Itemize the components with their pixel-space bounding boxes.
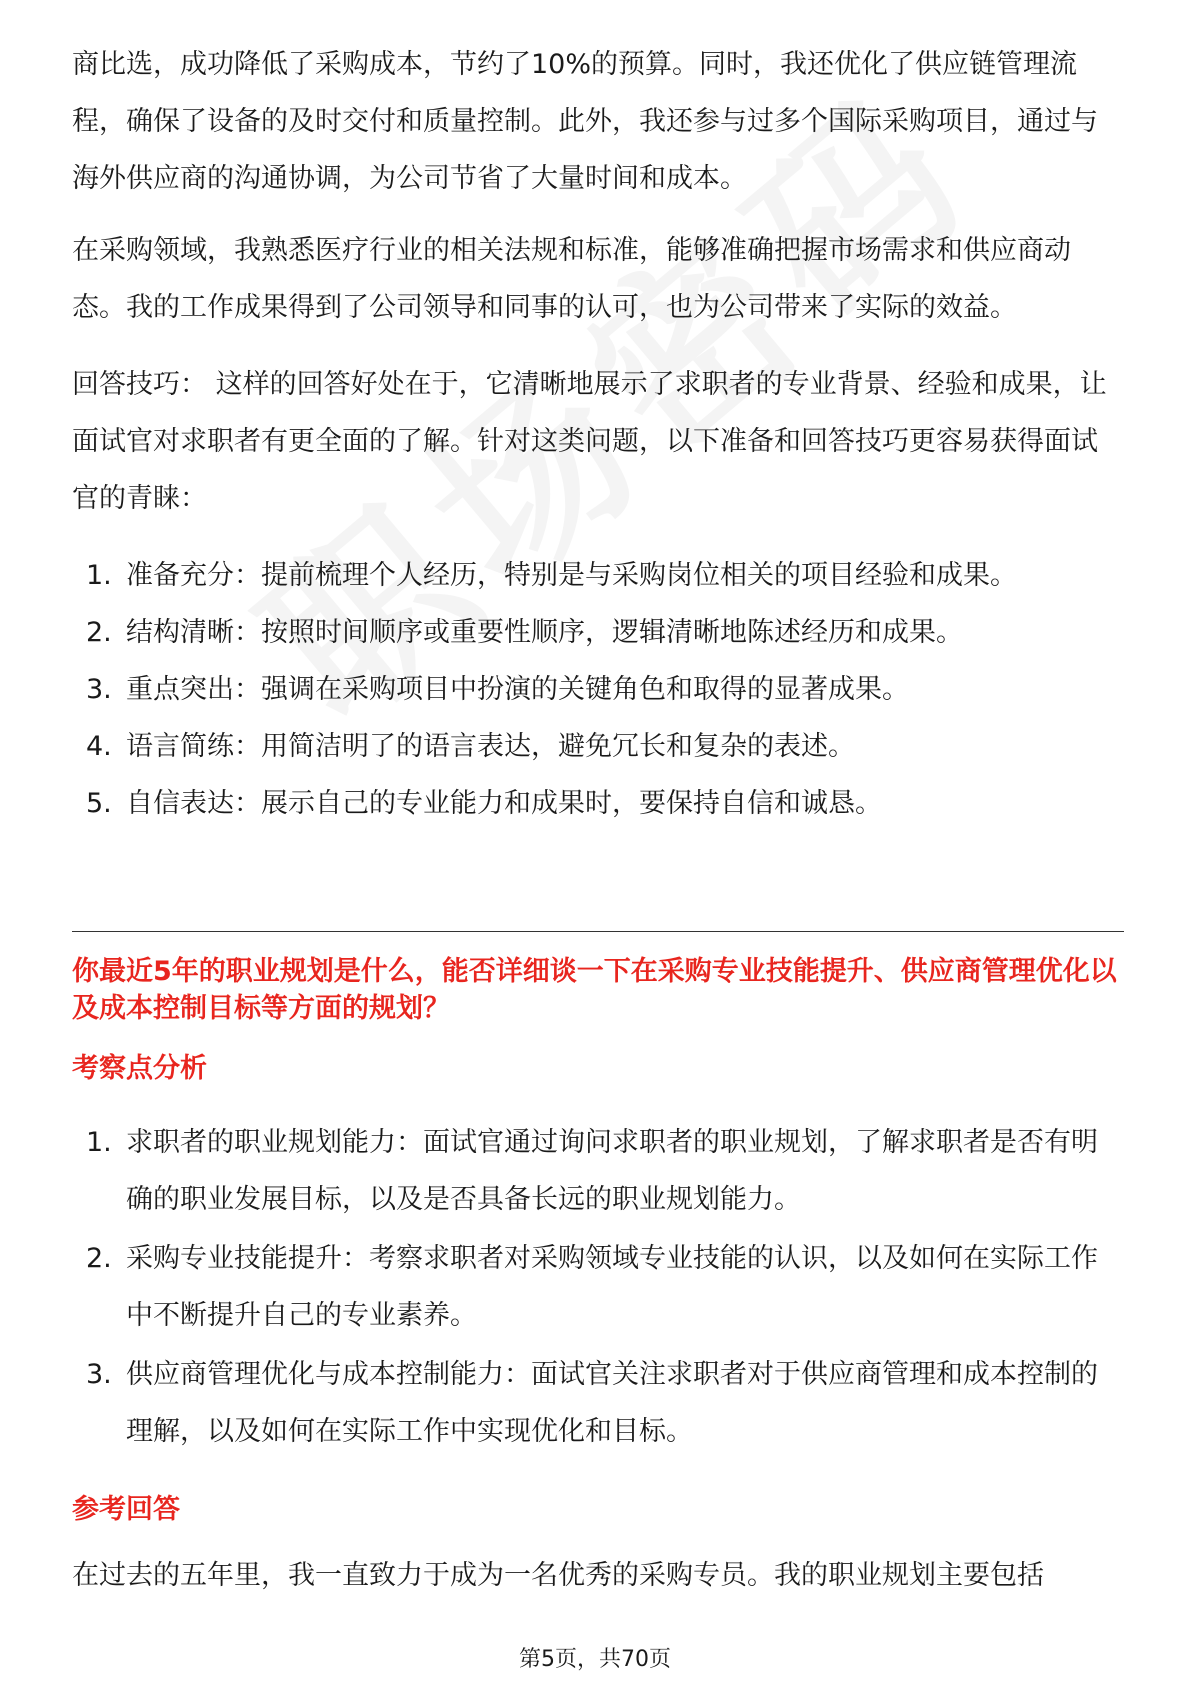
paragraph-answer-tips: 回答技巧： 这样的回答好处在于，它清晰地展示了求职者的专业背景、经验和成果，让面试官对求职者有更全面的了解。针对这类问题，以下准备和回答技巧更容易获得面试官的青睐： <box>72 369 1107 514</box>
list-item: 2. 结构清晰：按照时间顺序或重要性顺序，逻辑清晰地陈述经历和成果。 <box>86 617 963 648</box>
page-number: 第5页，共70页 <box>519 1647 671 1672</box>
section-divider <box>72 931 1124 932</box>
reference-answer-text: 在过去的五年里，我一直致力于成为一名优秀的采购专员。我的职业规划主要包括 <box>72 1560 1044 1591</box>
analysis-heading: 考察点分析 <box>72 1053 207 1084</box>
interview-question: 你最近5年的职业规划是什么，能否详细谈一下在采购专业技能提升、供应商管理优化以及成本控制目标等方面的规划？ <box>72 956 1117 1024</box>
list-item: 3. 重点突出：强调在采购项目中扮演的关键角色和取得的显著成果。 <box>86 674 909 705</box>
list-item: 4. 语言简练：用简洁明了的语言表达，避免冗长和复杂的表述。 <box>86 731 855 762</box>
paragraph-field-knowledge: 在采购领域，我熟悉医疗行业的相关法规和标准，能够准确把握市场需求和供应商动态。我的工作成果得到了公司领导和同事的认可，也为公司带来了实际的效益。 <box>72 235 1071 323</box>
paragraph-experience: 商比选，成功降低了采购成本，节约了10%的预算。同时，我还优化了供应链管理流程，确保了设备的及时交付和质量控制。此外，我还参与过多个国际采购项目，通过与海外供应商的沟通协调，为公司节省了大量时间和成本。 <box>72 49 1098 194</box>
list-item: 3. 供应商管理优化与成本控制能力：面试官关注求职者对于供应商管理和成本控制的理解，以及如何在实际工作中实现优化和目标。 <box>86 1359 1098 1447</box>
reference-answer-heading: 参考回答 <box>72 1494 180 1525</box>
list-item: 1. 准备充分：提前梳理个人经历，特别是与采购岗位相关的项目经验和成果。 <box>86 560 1017 591</box>
list-item: 2. 采购专业技能提升：考察求职者对采购领域专业技能的认识，以及如何在实际工作中不断提升自己的专业素养。 <box>86 1243 1098 1331</box>
list-item: 1. 求职者的职业规划能力：面试官通过询问求职者的职业规划，了解求职者是否有明确的职业发展目标，以及是否具备长远的职业规划能力。 <box>86 1127 1098 1215</box>
analysis-list <box>72 1114 1122 1462</box>
tips-list <box>72 547 1122 832</box>
list-item: 5. 自信表达：展示自己的专业能力和成果时，要保持自信和诚恳。 <box>86 788 882 819</box>
